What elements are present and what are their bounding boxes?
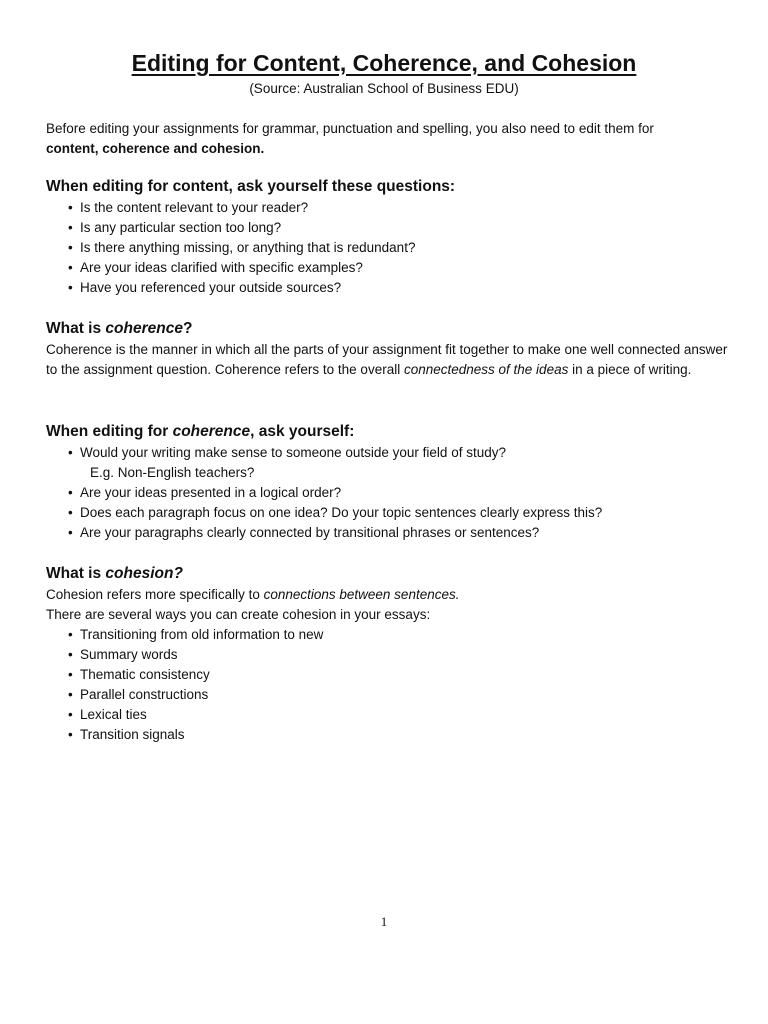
page-title: Editing for Content, Coherence, and Cohesion xyxy=(131,50,637,76)
list-item: • Lexical ties xyxy=(46,705,736,725)
cohesion-definition-text: Cohesion refers more specifically to connections between sentences. xyxy=(46,587,460,602)
coherence-question-list xyxy=(46,443,736,463)
list-item: • Does each paragraph focus on one idea? Do your topic sentences clearly express this? xyxy=(46,503,736,523)
list-item: • Summary words xyxy=(46,645,736,665)
list-item: • Transitioning from old information to new xyxy=(46,625,736,645)
bullet-icon: • xyxy=(68,627,73,642)
content-section xyxy=(46,176,736,298)
source-line: (Source: Australian School of Business EDU) xyxy=(249,81,519,96)
intro-bold-text: content, coherence and cohesion. xyxy=(46,141,265,156)
list-item: • Thematic consistency xyxy=(46,665,736,685)
coherence-definition-heading: What is coherence? xyxy=(46,320,193,337)
intro-paragraph xyxy=(46,119,736,159)
list-item: • Is the content relevant to your reader? xyxy=(46,198,736,218)
cohesion-heading: What is cohesion? xyxy=(46,565,183,582)
coherence-definition-text: Coherence is the manner in which all the parts of your assignment fit together to make one well connected answer to the assignment question. Coherence refers to the overall connectedness of the ideas in a piece of writing. xyxy=(46,342,728,377)
bullet-icon: • xyxy=(68,687,73,702)
content-question-list xyxy=(46,198,736,298)
list-item: • Transition signals xyxy=(46,725,736,745)
bullet-icon: • xyxy=(68,505,73,520)
cohesion-intro-text: There are several ways you can create cohesion in your essays: xyxy=(46,607,431,622)
bullet-icon: • xyxy=(68,647,73,662)
bullet-icon: • xyxy=(68,525,73,540)
list-item: • Are your ideas clarified with specific examples? xyxy=(46,258,736,278)
cohesion-section xyxy=(46,563,736,745)
page-number: 1 xyxy=(380,914,388,929)
list-item: • Would your writing make sense to someone outside your field of study? xyxy=(46,443,736,463)
coherence-definition xyxy=(46,318,736,380)
bullet-icon: • xyxy=(68,280,73,295)
intro-text: Before editing your assignments for grammar, punctuation and spelling, you also need to edit them for xyxy=(46,121,654,136)
bullet-icon: • xyxy=(68,667,73,682)
bullet-icon: • xyxy=(68,220,73,235)
bullet-icon: • xyxy=(68,707,73,722)
bullet-icon: • xyxy=(68,485,73,500)
list-item: • Is any particular section too long? xyxy=(46,218,736,238)
bullet-icon: • xyxy=(68,445,73,460)
bullet-icon: • xyxy=(68,260,73,275)
coherence-heading: When editing for coherence, ask yourself: xyxy=(46,423,355,440)
bullet-icon: • xyxy=(68,727,73,742)
list-item: • Are your paragraphs clearly connected by transitional phrases or sentences? xyxy=(46,523,736,543)
list-item: • Are your ideas presented in a logical order? xyxy=(46,483,736,503)
cohesion-method-list xyxy=(46,625,736,745)
list-item: • Have you referenced your outside sources? xyxy=(46,278,736,298)
list-item: • Is there anything missing, or anything that is redundant? xyxy=(46,238,736,258)
bullet-icon: • xyxy=(68,240,73,255)
content-heading: When editing for content, ask yourself these questions: xyxy=(46,178,456,195)
list-item-example: E.g. Non-English teachers? xyxy=(90,465,255,480)
list-item: • Parallel constructions xyxy=(46,685,736,705)
coherence-section xyxy=(46,421,736,543)
bullet-icon: • xyxy=(68,200,73,215)
